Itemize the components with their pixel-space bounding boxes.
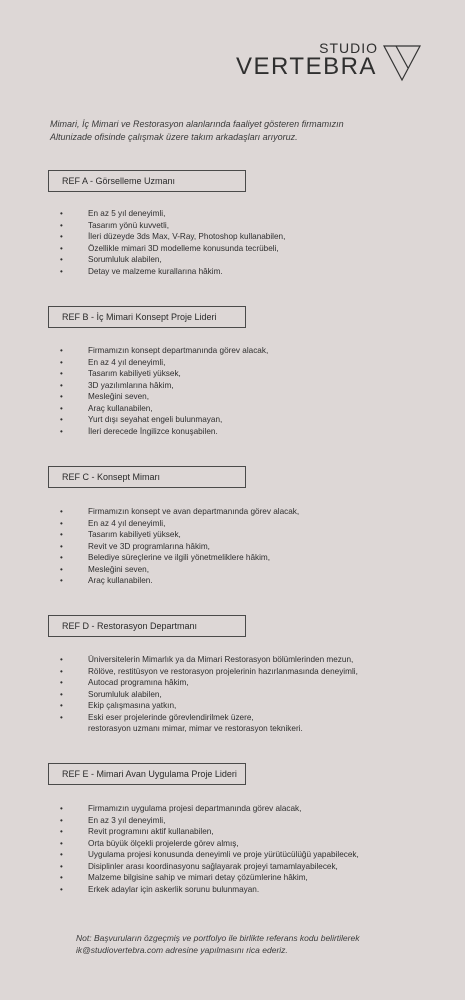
bullet-icon: • [60,553,63,562]
bullet-icon: • [60,392,63,401]
bullet-icon: • [60,266,63,276]
bullet-icon: • [60,403,63,413]
bullet-icon: • [60,576,63,585]
list-item: • Tasarım kabiliyeti yüksek, [60,530,181,539]
bullet-icon: • [60,232,63,241]
list-item: • Firmamızın konsept ve avan departmanında görev alacak, [60,507,300,516]
bullet-icon: • [60,827,63,836]
bullet-icon: • [60,884,63,894]
list-item: • Revit ve 3D programlarına hâkim, [60,541,210,551]
list-item: • Firmamızın konsept departmanında görev alacak, [60,346,269,355]
intro-text [50,118,440,144]
bullet-icon: • [60,530,63,539]
list-item: • Mesleğini seven, [60,564,149,574]
list-item: • Uygulama projesi konusunda deneyimli ve proje yürütücülüğü yapabilecek, [60,850,359,859]
logo-vertebra-text: VERTEBRA [236,53,377,80]
bullet-icon: • [60,564,63,574]
section-ref-d-list [60,654,440,735]
list-item: • En az 4 yıl deneyimli, [60,357,166,367]
bullet-icon: • [60,861,63,871]
note-line-2 [76,944,436,956]
bullet-icon: • [60,415,63,424]
list-item: • Araç kullanabilen, [60,403,153,413]
application-note [76,932,436,956]
bullet-icon: • [60,678,63,687]
bullet-icon: • [60,369,63,378]
bullet-icon: • [60,666,63,676]
email-link[interactable]: ik@studiovertebra.com [76,945,164,955]
list-item-continuation: restorasyon uzmanı mimar, mimar ve restorasyon teknikeri. [88,724,303,733]
note-line-2-rest: adresine yapılmasını rica ederiz. [163,945,288,955]
bullet-icon: • [60,655,63,664]
company-logo [236,40,422,84]
bullet-icon: • [60,507,63,516]
section-ref-a-title: REF A - Görselleme Uzmanı [48,170,246,192]
bullet-icon: • [60,209,63,218]
list-item: • Firmamızın uygulama projesi departmanında görev alacak, [60,804,302,813]
list-item: • Disiplinler arası koordinasyonu sağlayarak projeyi tamamlayabilecek, [60,861,338,871]
bullet-icon: • [60,701,63,710]
bullet-icon: • [60,815,63,825]
intro-line-1: Mimari, İç Mimari ve Restorasyon alanlarında faaliyet gösteren firmamızın [50,119,344,129]
list-item: • Detay ve malzeme kurallarına hâkim. [60,266,223,276]
list-item: • 3D yazılımlarına hâkim, [60,380,174,390]
list-item: • Autocad programına hâkim, [60,678,189,687]
bullet-icon: • [60,838,63,848]
triangle-mark-icon [382,42,422,82]
list-item: • Mesleğini seven, [60,392,149,401]
list-item: • İleri derecede İngilizce konuşabilen. [60,426,218,436]
list-item: • İleri düzeyde 3ds Max, V-Ray, Photoshop kullanabilen, [60,232,286,241]
list-item: • Sorumluluk alabilen, [60,689,162,699]
section-ref-b-list [60,345,440,437]
section-ref-b-title: REF B - İç Mimari Konsept Proje Lideri [48,306,246,328]
list-item: • En az 3 yıl deneyimli, [60,815,166,825]
section-ref-e-list [60,803,440,895]
list-item: • Revit programını aktif kullanabilen, [60,827,214,836]
list-item: • Sorumluluk alabilen, [60,255,162,264]
section-ref-a-list [60,208,440,277]
list-item: • En az 5 yıl deneyimli, [60,209,166,218]
bullet-icon: • [60,518,63,528]
section-ref-e-title: REF E - Mimari Avan Uygulama Proje Lideri [48,763,246,785]
bullet-icon: • [60,541,63,551]
list-item: • Yurt dışı seyahat engeli bulunmayan, [60,415,223,424]
bullet-icon: • [60,712,63,722]
list-item: • Malzeme bilgisine sahip ve mimari detay çözümlerine hâkim, [60,873,308,882]
section-ref-c-list [60,506,440,587]
list-item: • Belediye süreçlerine ve ilgili yönetmeliklere hâkim, [60,553,271,562]
list-item: • Tasarım kabiliyeti yüksek, [60,369,181,378]
list-item: • Erkek adaylar için askerlik sorunu bulunmayan. [60,884,260,894]
section-ref-c-title: REF C - Konsept Mimarı [48,466,246,488]
bullet-icon: • [60,804,63,813]
bullet-icon: • [60,850,63,859]
list-item: • En az 4 yıl deneyimli, [60,518,166,528]
bullet-icon: • [60,243,63,253]
list-item: • Özellikle mimari 3D modelleme konusunda tecrübeli, [60,243,279,253]
note-line-1: Not: Başvuruların özgeçmiş ve portfolyo ile birlikte referans kodu belirtilerek [76,933,360,943]
list-item: • Eski eser projelerinde görevlendirilmek üzere, [60,712,254,722]
bullet-icon: • [60,689,63,699]
bullet-icon: • [60,357,63,367]
list-item: • Araç kullanabilen. [60,576,153,585]
bullet-icon: • [60,380,63,390]
logo-studio-text: STUDIO [319,40,378,56]
list-item: • Tasarım yönü kuvvetli, [60,220,169,230]
list-item: • Rölöve, restitüsyon ve restorasyon projelerinin hazırlanmasında deneyimli, [60,666,358,676]
bullet-icon: • [60,426,63,436]
bullet-icon: • [60,220,63,230]
bullet-icon: • [60,255,63,264]
bullet-icon: • [60,346,63,355]
list-item: • Orta büyük ölçekli projelerde görev almış, [60,838,239,848]
list-item: • Üniversitelerin Mimarlık ya da Mimari Restorasyon bölümlerinden mezun, [60,655,354,664]
intro-line-2: Altunizade ofisinde çalışmak üzere takım arkadaşları arıyoruz. [50,132,298,142]
list-item: • Ekip çalışmasına yatkın, [60,701,177,710]
section-ref-d-title: REF D - Restorasyon Departmanı [48,615,246,637]
bullet-icon: • [60,873,63,882]
